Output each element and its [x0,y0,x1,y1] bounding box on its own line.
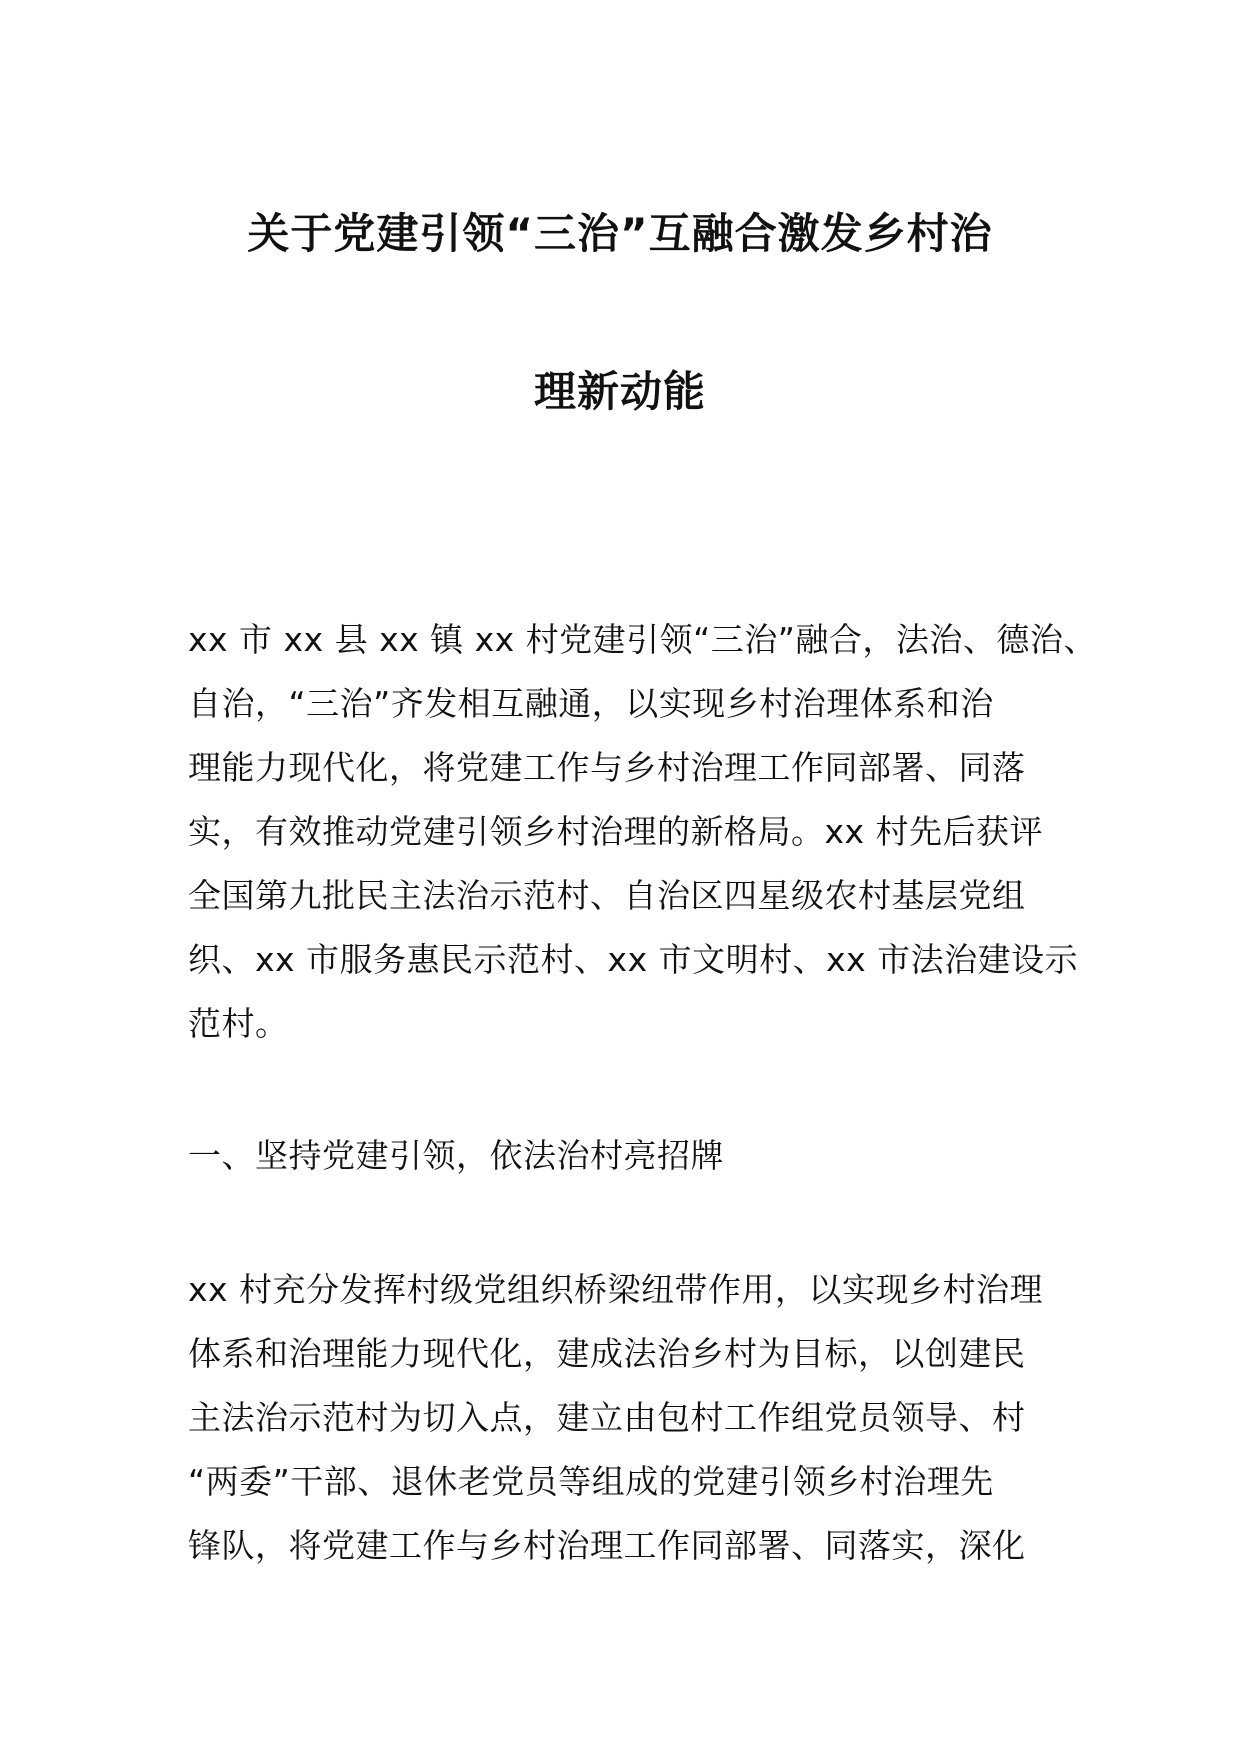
paragraph-line: “两委”干部、退休老党员等组成的党建引领乡村治理先 [188,1462,994,1501]
paragraph-line: 范村。 [188,1004,289,1043]
document-title-line-2: 理新动能 [533,367,706,416]
document-title-line-1: 关于党建引领“三治”互融合激发乡村治 [247,209,993,258]
paragraph-line: 全国第九批民主法治示范村、自治区四星级农村基层党组 [188,876,1026,915]
paragraph-line: xx 市 xx 县 xx 镇 xx 村党建引领“三治”融合，法治、德治、 [188,620,1097,659]
paragraph-line: 实，有效推动党建引领乡村治理的新格局。xx 村先后获评 [188,812,1044,851]
paragraph-line: xx 村充分发挥村级党组织桥梁纽带作用，以实现乡村治理 [188,1270,1044,1309]
section-heading: 一、坚持党建引领，依法治村亮招牌 [188,1136,724,1175]
paragraph-line: 主法治示范村为切入点，建立由包村工作组党员领导、村 [188,1398,1026,1437]
paragraph-line: 自治，“三治”齐发相互融通，以实现乡村治理体系和治 [188,684,994,723]
paragraph-line: 理能力现代化，将党建工作与乡村治理工作同部署、同落 [188,748,1026,787]
paragraph-line: 体系和治理能力现代化，建成法治乡村为目标，以创建民 [188,1334,1026,1373]
paragraph-line: 织、xx 市服务惠民示范村、xx 市文明村、xx 市法治建设示 [188,940,1079,979]
paragraph-line: 锋队，将党建工作与乡村治理工作同部署、同落实，深化 [188,1526,1026,1565]
